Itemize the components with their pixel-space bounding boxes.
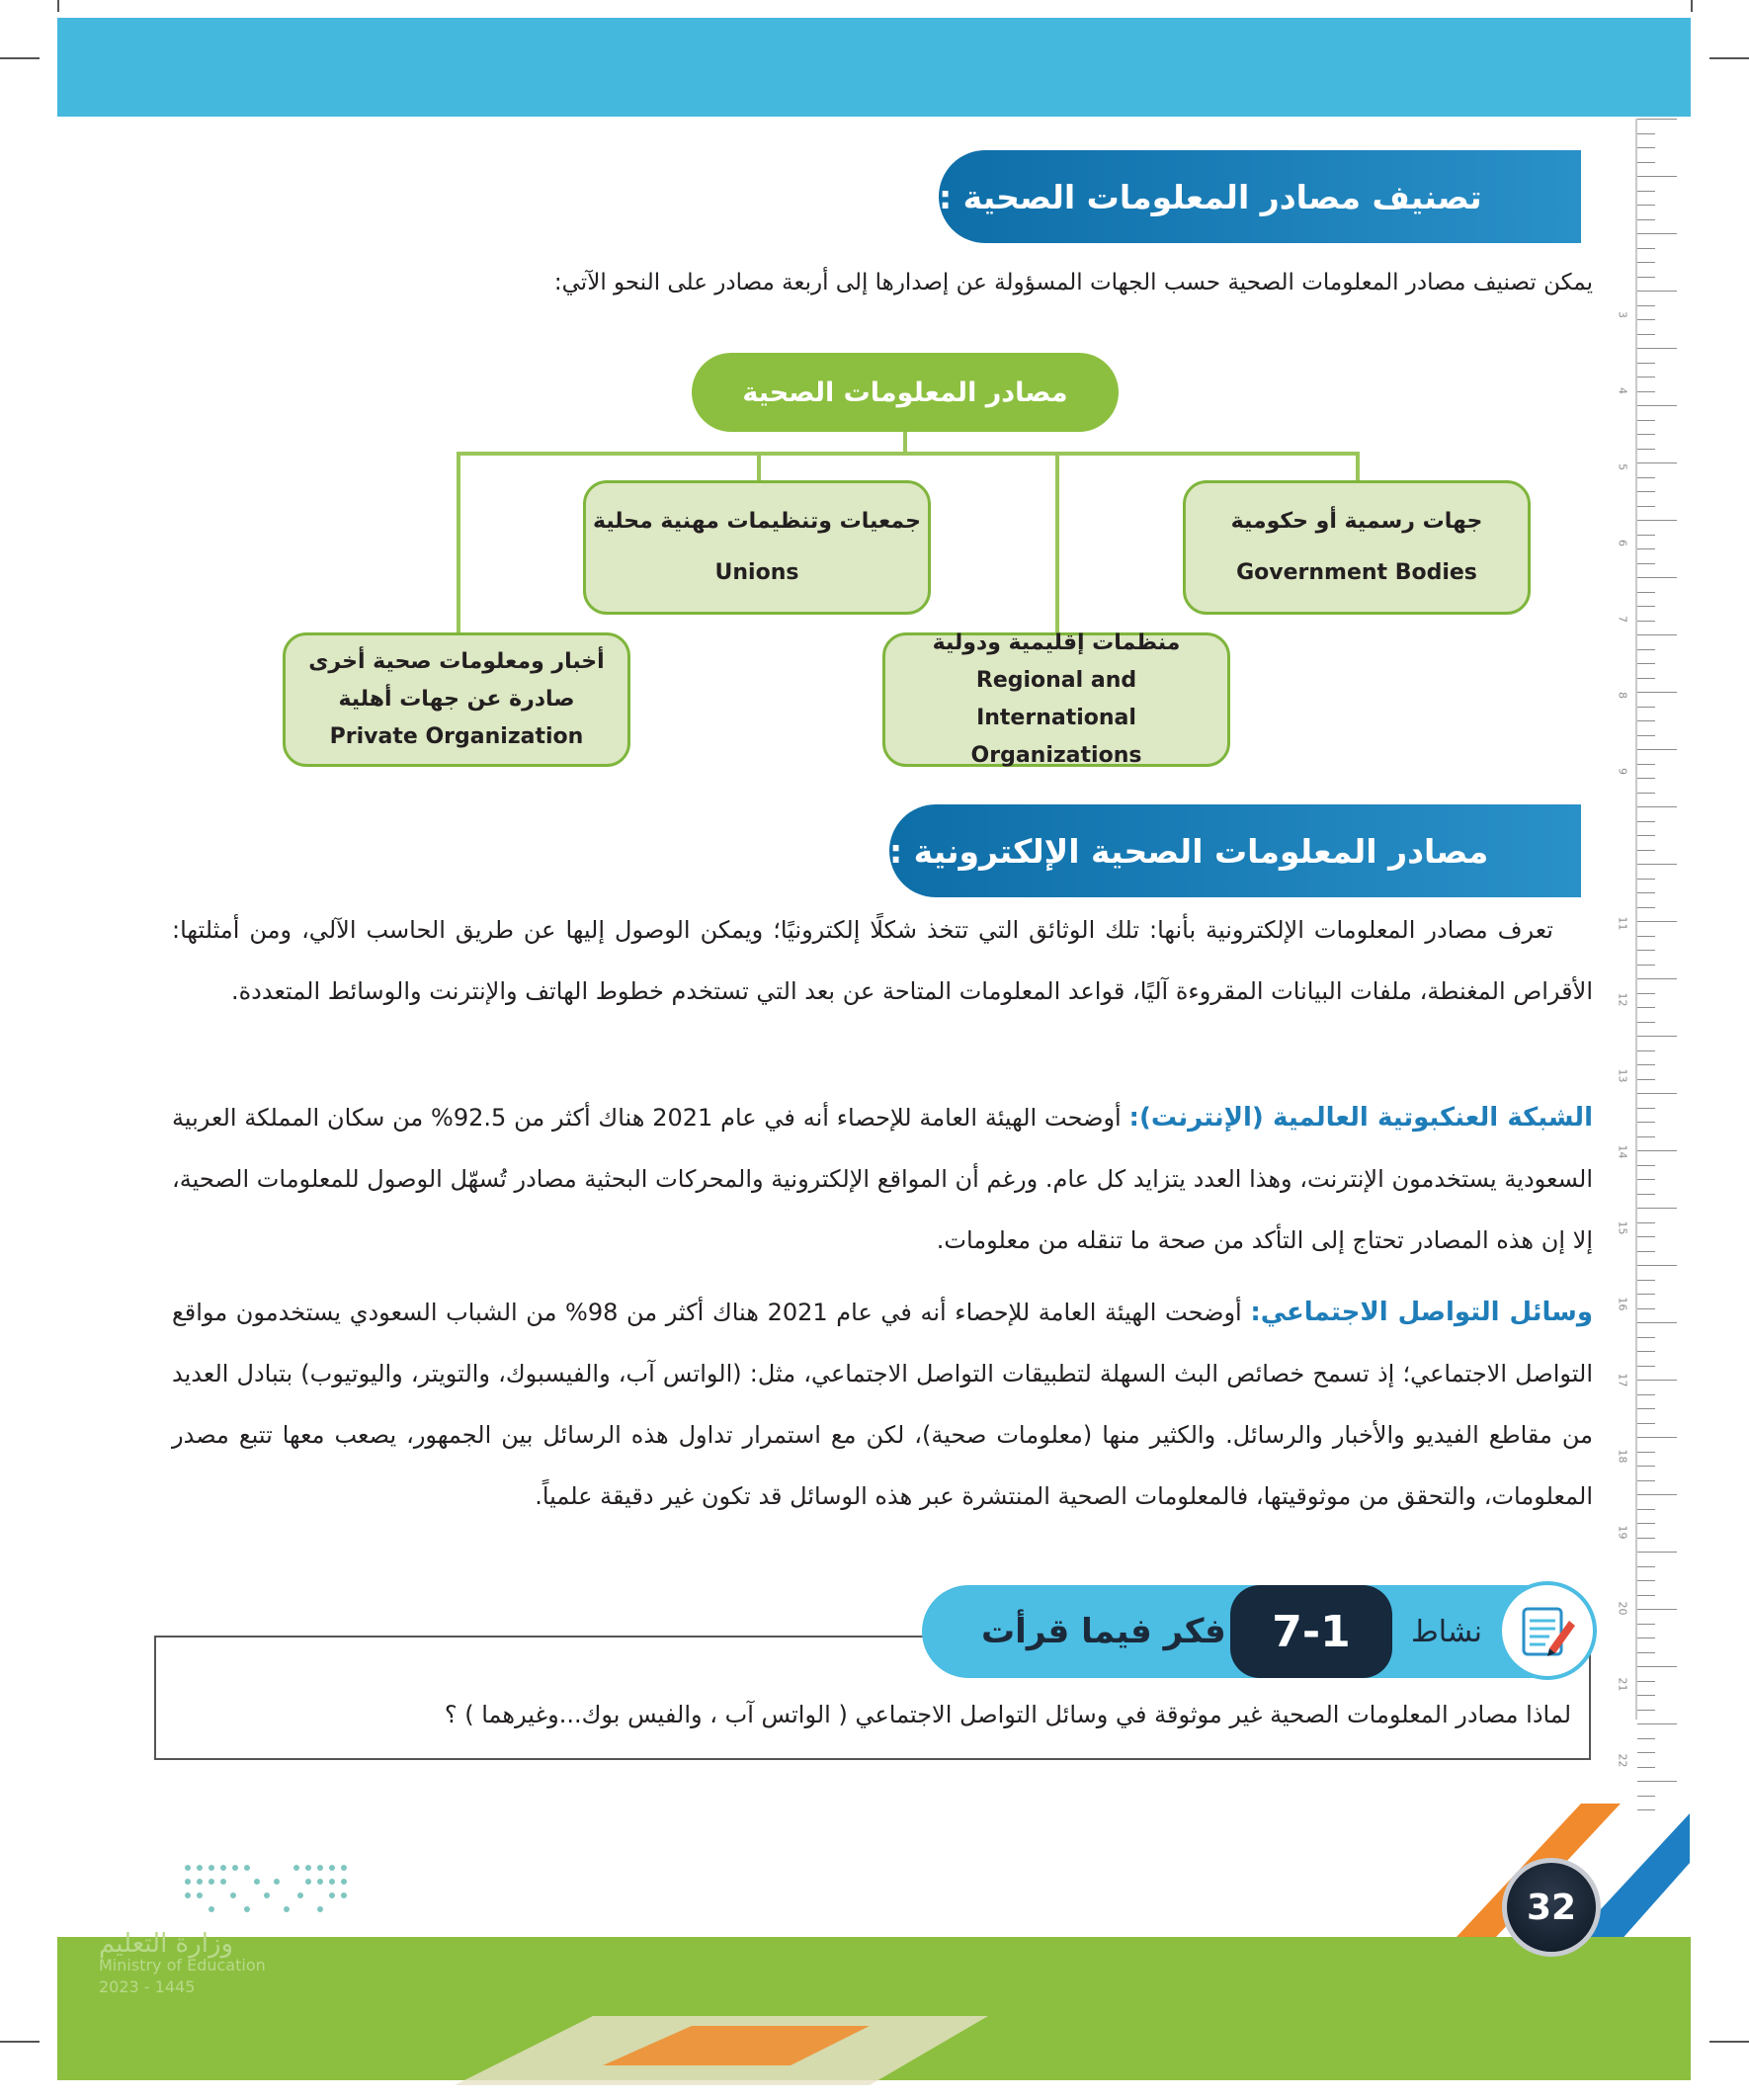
ruler-tick — [1637, 1136, 1655, 1137]
node-arabic-label: منظمات إقليمية ودولية — [932, 630, 1181, 655]
ruler-tick — [1637, 1466, 1655, 1467]
ruler-tick — [1637, 1165, 1655, 1166]
activity-number: 7-1 — [1230, 1585, 1392, 1678]
activity-header — [922, 1585, 1590, 1678]
node-arabic-label: جهات رسمية أو حكومية — [1230, 509, 1483, 534]
ruler-tick — [1637, 1050, 1655, 1051]
ruler-number: 7 — [1616, 616, 1629, 623]
ruler-tick — [1637, 1452, 1655, 1453]
ruler-tick — [1637, 1580, 1655, 1581]
ruler-tick — [1637, 1022, 1655, 1023]
ruler-tick — [1637, 563, 1655, 564]
ruler-tick — [1637, 491, 1655, 492]
ruler-tick — [1637, 1723, 1677, 1724]
ruler-number: 15 — [1616, 1220, 1629, 1235]
social-label: وسائل التواصل الاجتماعي: — [1250, 1298, 1593, 1327]
crop-mark — [0, 2041, 40, 2043]
ruler-tick — [1637, 634, 1677, 635]
activity-title: فكر فيما قرأت — [981, 1612, 1226, 1651]
ruler-tick — [1637, 1108, 1655, 1109]
ruler-tick — [1637, 965, 1655, 966]
section-title-electronic — [889, 804, 1581, 897]
page-ruler — [1616, 119, 1687, 1976]
top-banner — [57, 18, 1691, 117]
ruler-tick — [1637, 449, 1655, 450]
ruler-tick — [1637, 1093, 1677, 1094]
ruler-tick — [1637, 377, 1655, 378]
ruler-tick — [1637, 1710, 1655, 1711]
ruler-tick — [1637, 1538, 1655, 1539]
ministry-english: Ministry of Education — [99, 1956, 266, 1974]
ruler-tick — [1637, 1179, 1655, 1180]
ruler-tick — [1637, 348, 1677, 349]
ruler-tick — [1637, 835, 1655, 836]
ruler-tick — [1637, 1523, 1655, 1524]
ruler-number: 19 — [1616, 1525, 1629, 1540]
ruler-number: 20 — [1616, 1601, 1629, 1616]
ruler-tick — [1637, 1437, 1677, 1438]
ruler-tick — [1637, 707, 1655, 708]
connector — [1055, 452, 1059, 635]
ruler-number: 6 — [1616, 540, 1629, 546]
ruler-tick — [1637, 1064, 1655, 1065]
ruler-tick — [1637, 649, 1655, 650]
ruler-tick — [1637, 405, 1677, 406]
ruler-tick — [1637, 133, 1655, 134]
ruler-tick — [1637, 1280, 1655, 1281]
page-number-badge — [1502, 1858, 1601, 1957]
ruler-tick — [1637, 592, 1655, 593]
connector — [457, 452, 1360, 456]
ruler-tick — [1637, 606, 1655, 607]
activity-label: نشاط — [1411, 1614, 1482, 1649]
ruler-tick — [1637, 1609, 1677, 1610]
ruler-tick — [1637, 1007, 1655, 1008]
ruler-tick — [1637, 363, 1655, 364]
ruler-number: 17 — [1616, 1373, 1629, 1387]
internet-label: الشبكة العنكبوتية العالمية (الإنترنت): — [1128, 1103, 1593, 1133]
ruler-tick — [1637, 978, 1677, 979]
paragraph-text: تعرف مصادر المعلومات الإلكترونية بأنها: تلك الوثائق التي تتخذ شكلًا إلكترونيًا؛ ويمكن الوصول إليها عن طريق الحاسب الآلي، ومن أمثلتها: الأقراص المغنطة، ملفات البيانات المقروءة آليًا، قواعد المعلومات المتاحة عن بعد التي تستخدم خطوط الهاتف والإنترنت والوسائط المتعددة. — [172, 916, 1593, 1005]
ruler-tick — [1637, 191, 1655, 192]
page-number: 32 — [1526, 1887, 1577, 1928]
ruler-tick — [1637, 1351, 1655, 1352]
connector — [903, 432, 907, 454]
node-english-label: Unions — [714, 560, 799, 585]
paragraph-social-media — [172, 1282, 1593, 1527]
ruler-tick — [1637, 262, 1655, 263]
section-title-text: تصنيف مصادر المعلومات الصحية : — [939, 177, 1482, 216]
footer-road-stripes — [178, 2006, 1462, 2085]
ruler-tick — [1637, 621, 1655, 622]
ruler-tick — [1637, 291, 1677, 292]
ruler-tick — [1637, 892, 1655, 893]
ruler-tick — [1637, 319, 1655, 320]
ruler-tick — [1637, 1566, 1655, 1567]
ruler-number: 22 — [1616, 1753, 1629, 1768]
ruler-tick — [1637, 520, 1677, 521]
ruler-tick — [1637, 850, 1655, 851]
ruler-tick — [1637, 219, 1655, 220]
ruler-tick — [1637, 506, 1655, 507]
ministry-arabic: وزارة التعليم — [99, 1929, 234, 1959]
ruler-tick — [1637, 1265, 1677, 1266]
node-arabic-label-1: أخبار ومعلومات صحية أخرى — [308, 649, 605, 674]
ruler-number: 13 — [1616, 1068, 1629, 1083]
ruler-tick — [1637, 936, 1655, 937]
node-english-label: Government Bodies — [1236, 560, 1477, 585]
ruler-number: 4 — [1616, 387, 1629, 394]
ruler-tick — [1637, 391, 1655, 392]
ruler-tick — [1637, 1423, 1655, 1424]
ruler-tick — [1637, 119, 1677, 120]
ruler-tick — [1637, 950, 1655, 951]
node-regional-international — [882, 632, 1230, 767]
ruler-tick — [1637, 1150, 1677, 1151]
ruler-tick — [1637, 1595, 1655, 1596]
ruler-tick — [1637, 277, 1655, 278]
ministry-year: 2023 - 1445 — [99, 1977, 196, 1996]
ruler-number: 11 — [1616, 916, 1629, 931]
connector — [757, 452, 761, 481]
ruler-tick — [1637, 305, 1655, 306]
section-title-text: مصادر المعلومات الصحية الإلكترونية : — [889, 831, 1489, 871]
node-arabic-label: جمعيات وتنظيمات مهنية محلية — [592, 509, 922, 534]
node-english-label: Regional and International Organizations — [970, 668, 1142, 768]
ruler-tick — [1637, 248, 1655, 249]
ruler-tick — [1637, 1322, 1677, 1323]
node-government-bodies — [1183, 480, 1531, 615]
section-intro — [172, 259, 1593, 306]
ruler-tick — [1637, 692, 1677, 693]
ruler-tick — [1637, 147, 1655, 148]
ruler-tick — [1637, 1752, 1655, 1753]
ruler-tick — [1637, 993, 1655, 994]
ruler-tick — [1637, 1681, 1655, 1682]
ruler-tick — [1637, 879, 1655, 880]
ruler-tick — [1637, 1222, 1655, 1223]
root-label: مصادر المعلومات الصحية — [742, 377, 1068, 408]
ruler-tick — [1637, 1208, 1677, 1209]
ruler-tick — [1637, 205, 1655, 206]
ruler-number: 12 — [1616, 992, 1629, 1007]
ruler-tick — [1637, 548, 1655, 549]
section-title-classification — [939, 150, 1581, 243]
ruler-number: 18 — [1616, 1449, 1629, 1464]
ruler-tick — [1637, 162, 1655, 163]
paragraph-text: أوضحت الهيئة العامة للإحصاء أنه في عام 2021 هناك أكثر من 98% من الشباب السعودي يستخدمون مواقع التواصل الاجتماعي؛ إذ تسمح خصائص البث السهلة لتطبيقات التواصل الاجتماعي، مثل: (الواتس آب، والفيسبوك، والتويتر، واليوتيوب) بتبادل العديد من مقاطع الفيديو والأخبار والرسائل. والكثير منها (معلومات صحية)، لكن مع استمرار تداول هذه الرسائل بين الجمهور، يصعب معها تتبع مصدر المعلومات، والتحقق من موثوقيتها، فالمعلومات الصحية المنتشرة عبر هذه الوسائل قد تكون غير دقيقة علمياً. — [172, 1299, 1593, 1510]
ruler-tick — [1637, 1236, 1655, 1237]
ruler-tick — [1637, 1480, 1655, 1481]
paragraph-text: أوضحت الهيئة العامة للإحصاء أنه في عام 2021 هناك أكثر من 92.5% من سكان المملكة العربية السعودية يستخدمون الإنترنت، وهذا العدد يتزايد كل عام. ورغم أن المواقع الإلكترونية والمحركات البحثية مصادر تُسهّل الوصول للمعلومات الصحية، إلا إن هذه المصادر تحتاج إلى التأكد من صحة ما تنقله من معلومات. — [172, 1104, 1593, 1254]
crop-mark — [0, 57, 40, 59]
paragraph-internet — [172, 1087, 1593, 1271]
ruler-tick — [1637, 1122, 1655, 1123]
ruler-tick — [1637, 1337, 1655, 1338]
connector — [457, 452, 460, 635]
ruler-tick — [1637, 1624, 1655, 1625]
ruler-tick — [1637, 535, 1655, 536]
ruler-tick — [1637, 921, 1677, 922]
ruler-tick — [1637, 1738, 1655, 1739]
ministry-logo-icon — [178, 1858, 356, 1917]
ruler-tick — [1637, 1294, 1655, 1295]
notepad-pencil-icon — [1498, 1581, 1597, 1680]
ruler-number: 3 — [1616, 311, 1629, 318]
ruler-tick — [1637, 735, 1655, 736]
ruler-tick — [1637, 864, 1677, 865]
ruler-tick — [1637, 1494, 1677, 1495]
ruler-tick — [1637, 577, 1677, 578]
node-unions — [583, 480, 931, 615]
ruler-tick — [1637, 1308, 1655, 1309]
ruler-number: 9 — [1616, 768, 1629, 775]
ruler-tick — [1637, 793, 1655, 794]
ruler-tick — [1637, 720, 1655, 721]
ruler-tick — [1637, 420, 1655, 421]
node-arabic-label-2: صادرة عن جهات أهلية — [338, 687, 575, 712]
ruler-tick — [1637, 1394, 1655, 1395]
paragraph-electronic-definition — [172, 899, 1593, 1022]
ruler-number: 14 — [1616, 1144, 1629, 1159]
diagram-root-node — [692, 353, 1119, 432]
ruler-tick — [1637, 1036, 1677, 1037]
ruler-tick — [1637, 1194, 1655, 1195]
ruler-tick — [1637, 1666, 1677, 1667]
ruler-number: 21 — [1616, 1677, 1629, 1692]
connector — [1356, 452, 1360, 481]
node-private-organization — [283, 632, 630, 767]
node-english-label: Private Organization — [329, 724, 584, 749]
ruler-tick — [1637, 1251, 1655, 1252]
activity-question: لماذا مصادر المعلومات الصحية غير موثوقة في وسائل التواصل الاجتماعي ( الواتس آب ، والفيس بوك...وغيرهما ) ؟ — [444, 1701, 1571, 1728]
ruler-number: 16 — [1616, 1297, 1629, 1311]
ruler-tick — [1637, 1552, 1677, 1553]
crop-mark — [1709, 2041, 1749, 2043]
ruler-tick — [1637, 663, 1655, 664]
ruler-tick — [1637, 176, 1677, 177]
ruler-tick — [1637, 1408, 1655, 1409]
ruler-tick — [1637, 1695, 1655, 1696]
ruler-tick — [1637, 1366, 1655, 1367]
crop-mark — [57, 0, 59, 12]
ruler-tick — [1637, 806, 1677, 807]
ruler-tick — [1637, 821, 1655, 822]
ruler-tick — [1637, 477, 1655, 478]
ruler-tick — [1637, 749, 1677, 750]
ruler-tick — [1637, 678, 1655, 679]
crop-mark — [1709, 57, 1749, 59]
ruler-tick — [1637, 334, 1655, 335]
ruler-tick — [1637, 462, 1677, 463]
ruler-tick — [1637, 434, 1655, 435]
ruler-tick — [1637, 1380, 1677, 1381]
ruler-tick — [1637, 764, 1655, 765]
ruler-number: 8 — [1616, 692, 1629, 699]
ruler-tick — [1637, 907, 1655, 908]
ruler-tick — [1637, 778, 1655, 779]
ruler-tick — [1637, 1509, 1655, 1510]
ruler-number: 5 — [1616, 463, 1629, 470]
crop-mark — [1691, 0, 1693, 12]
intro-text: يمكن تصنيف مصادر المعلومات الصحية حسب الجهات المسؤولة عن إصدارها إلى أربعة مصادر على النحو الآتي: — [553, 270, 1593, 295]
ruler-tick — [1637, 233, 1677, 234]
ruler-tick — [1637, 1079, 1655, 1080]
ministry-text — [99, 1929, 296, 1998]
ruler-tick — [1637, 1652, 1655, 1653]
